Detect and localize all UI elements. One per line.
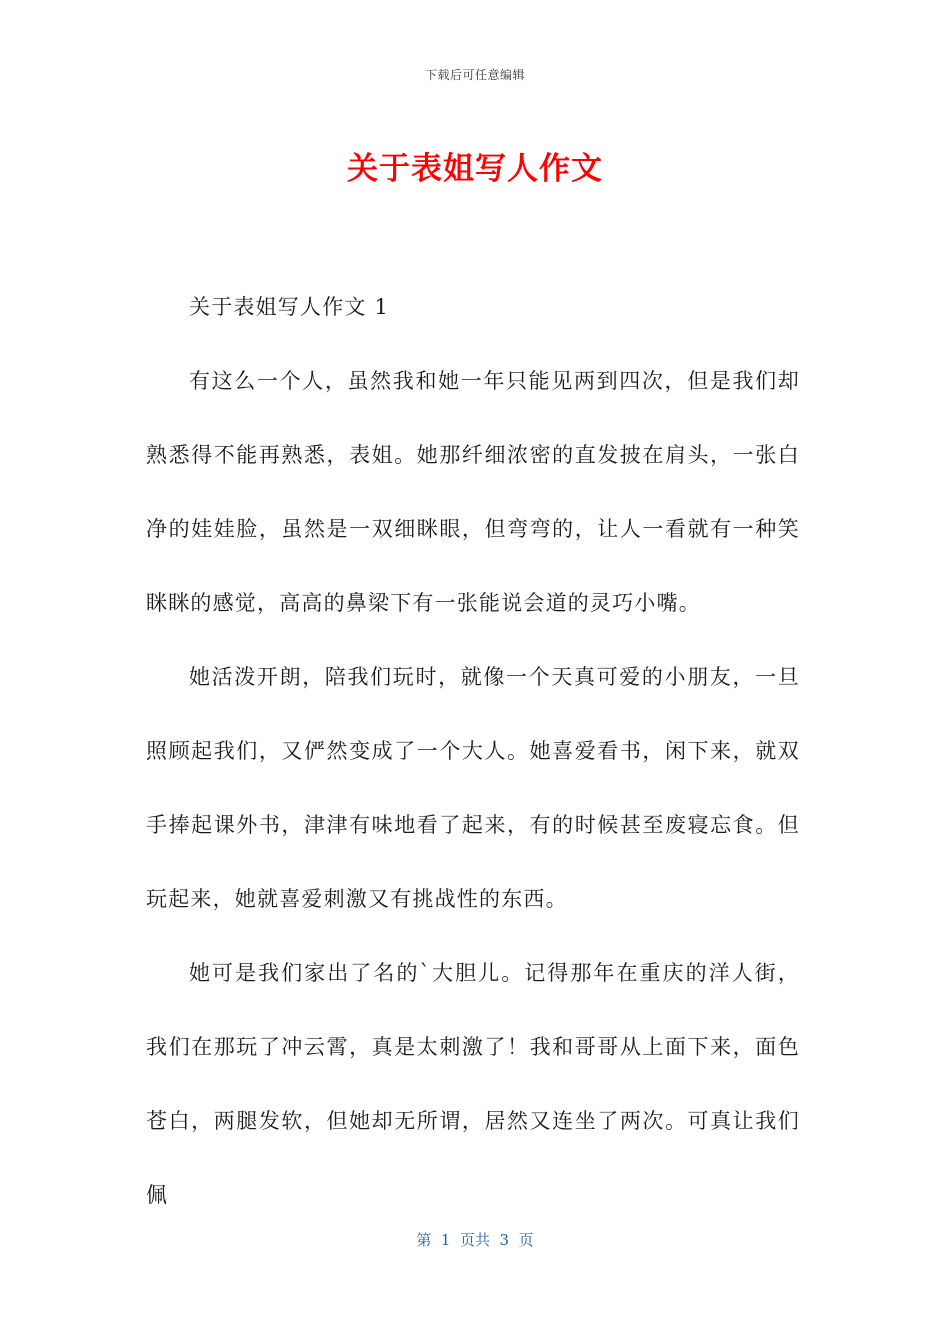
- paragraph: 有这么一个人，虽然我和她一年只能见两到四次，但是我们却熟悉得不能再熟悉，表姐。她那纤细浓密的直发披在肩头，一张白净的娃娃脸，虽然是一双细眯眼，但弯弯的，让人一看就有一种笑眯眯的感觉，高高的鼻梁下有一张能说会道的灵巧小嘴。: [146, 369, 800, 615]
- document-title: 关于表姐写人作文: [347, 151, 603, 187]
- document-body: [146, 270, 800, 1232]
- section-heading: 关于表姐写人作文 1: [189, 295, 390, 319]
- paragraph: 她活泼开朗，陪我们玩时，就像一个天真可爱的小朋友，一旦照顾起我们，又俨然变成了一个大人。她喜爱看书，闲下来，就双手捧起课外书，津津有味地看了起来，有的时候甚至废寝忘食。但玩起来，她就喜爱刺激又有挑战性的东西。: [146, 665, 800, 911]
- paragraph: 她可是我们家出了名的`大胆儿。记得那年在重庆的洋人街，我们在那玩了冲云霄，真是太刺激了！我和哥哥从上面下来，面色苍白，两腿发软，但她却无所谓，居然又连坐了两次。可真让我们佩: [146, 961, 800, 1207]
- header-note: 下载后可任意编辑: [424, 68, 525, 82]
- page-number-footer: 第 1 页共 3 页: [416, 1231, 534, 1249]
